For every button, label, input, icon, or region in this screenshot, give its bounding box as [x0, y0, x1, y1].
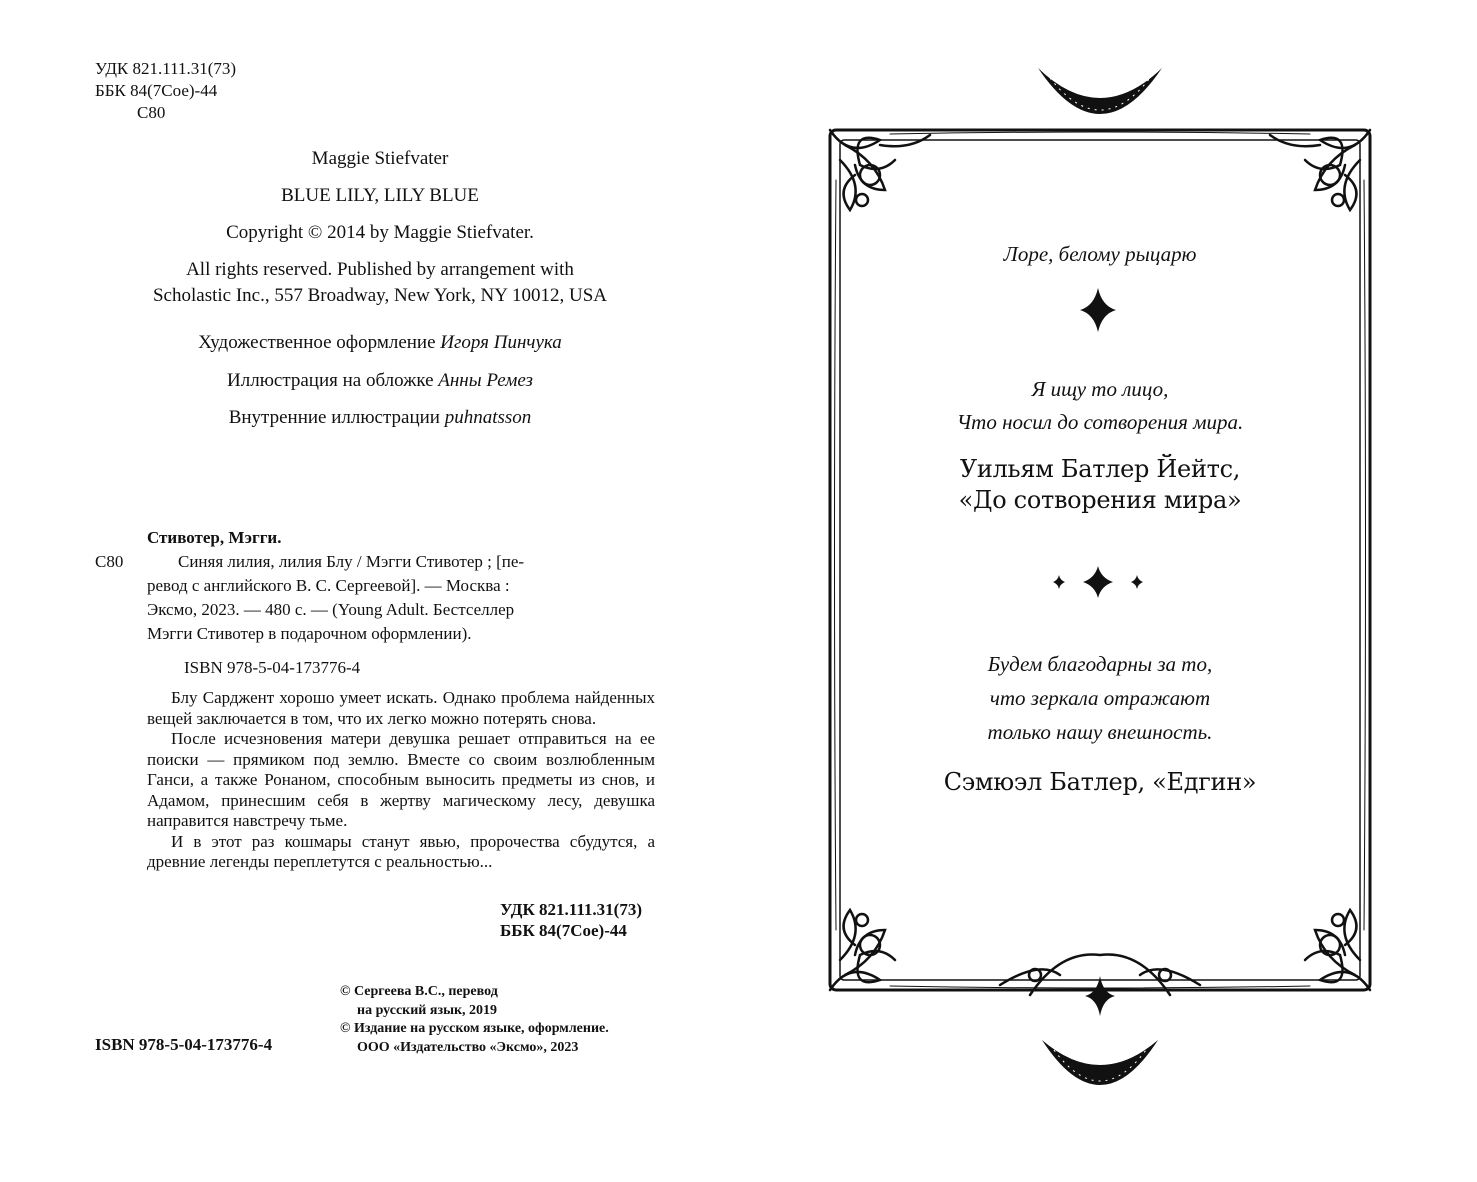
udk-code-bottom: УДК 821.111.31(73) [500, 900, 642, 919]
epigraph-1-line-1: Я ищу то лицо, [1031, 377, 1169, 401]
star-icon [1053, 575, 1065, 589]
copyright-translation-1: © Сергеева В.С., перевод [340, 984, 498, 999]
crescent-moon-icon [1042, 1040, 1158, 1085]
star-icon [1131, 575, 1143, 589]
epigraph-1-author: Уильям Батлер Йейтс, [959, 455, 1241, 483]
credit-label: Внутренние иллюстрации [228, 407, 440, 428]
credit-name: puhnatsson [444, 407, 532, 428]
annotation-paragraph: После исчезновения матери девушка решает отправиться на ее поиски — прямиком под землю. Вместе со своим возлюбленным Ганси, а также Ронаном, способным выносить предметы из снов, и Адамом, принесшим себя в жертву магическому лесу, девушка направится навстречу тьме. [147, 729, 655, 830]
author-en: Maggie Stiefvater [311, 148, 449, 169]
copyright-translation-2: на русский язык, 2019 [357, 1003, 498, 1018]
copyright-en: Copyright © 2014 by Maggie Stiefvater. [226, 222, 534, 243]
credit-cover [60, 368, 700, 394]
epigraph-2-line-1: Будем благодарны за то, [987, 652, 1213, 676]
rights-line-2: Scholastic Inc., 557 Broadway, New York, NY 10012, USA [152, 285, 608, 306]
title-en: BLUE LILY, LILY BLUE [281, 185, 479, 206]
epigraph-2-author: Сэмюэл Батлер, «Едгин» [943, 768, 1257, 796]
card-line-3: Эксмо, 2023. — 480 с. — (Young Adult. Бестселлер [147, 600, 515, 619]
card-heading: Стивотер, Мэгги. [147, 528, 282, 547]
credit-design [60, 330, 700, 356]
rights-line-1: All rights reserved. Published by arrangement with [186, 259, 574, 280]
credit-label: Художественное оформление [198, 332, 436, 353]
annotation-paragraph: И в этот раз кошмары станут явью, пророчества сбудутся, а древние легенды переплетутся с реальностью... [147, 831, 655, 871]
author-mark-top: С80 [137, 103, 166, 122]
credit-name: Анны Ремез [438, 370, 533, 391]
annotation [147, 688, 655, 873]
card-line-4: Мэгги Стивотер в подарочном оформлении). [147, 624, 472, 643]
credit-label: Иллюстрация на обложке [227, 370, 434, 391]
epigraph-1-line-2: Что носил до сотворения мира. [956, 410, 1244, 434]
star-icon [1085, 976, 1115, 1016]
dedication: Лоре, белому рыцарю [1003, 242, 1197, 266]
epigraph-1-source: «До сотворения мира» [958, 486, 1242, 514]
star-icon [1083, 566, 1113, 598]
epigraph-2-line-2: что зеркала отражают [989, 686, 1211, 710]
copyright-edition-2: ООО «Издательство «Эксмо», 2023 [357, 1040, 579, 1055]
udk-code-top: УДК 821.111.31(73) [95, 59, 237, 78]
copyright-edition-1: © Издание на русском языке, оформление. [340, 1021, 609, 1036]
card-line-1: Синяя лилия, лилия Блу / Мэгги Стивотер ; [пе- [178, 552, 525, 571]
credit-name: Игоря Пинчука [440, 332, 562, 353]
epigraph-2-line-3: только нашу внешность. [987, 720, 1213, 744]
bbk-code-bottom: ББК 84(7Сое)-44 [500, 921, 627, 940]
card-isbn: ISBN 978-5-04-173776-4 [184, 658, 361, 677]
credit-inner [60, 405, 700, 431]
bbk-code-top: ББК 84(7Сое)-44 [95, 81, 218, 100]
annotation-paragraph: Блу Сарджент хорошо умеет искать. Однако проблема найденных вещей заключается в том, что их легко можно потерять снова. [147, 688, 655, 728]
card-author-mark: С80 [95, 552, 124, 571]
isbn-bottom: ISBN 978-5-04-173776-4 [95, 1035, 273, 1054]
ornamental-frame [800, 50, 1400, 1110]
crescent-moon-icon [1038, 68, 1162, 114]
star-icon [1080, 288, 1116, 332]
card-line-2: ревод с английского В. С. Сергеевой]. — Москва : [147, 576, 510, 595]
